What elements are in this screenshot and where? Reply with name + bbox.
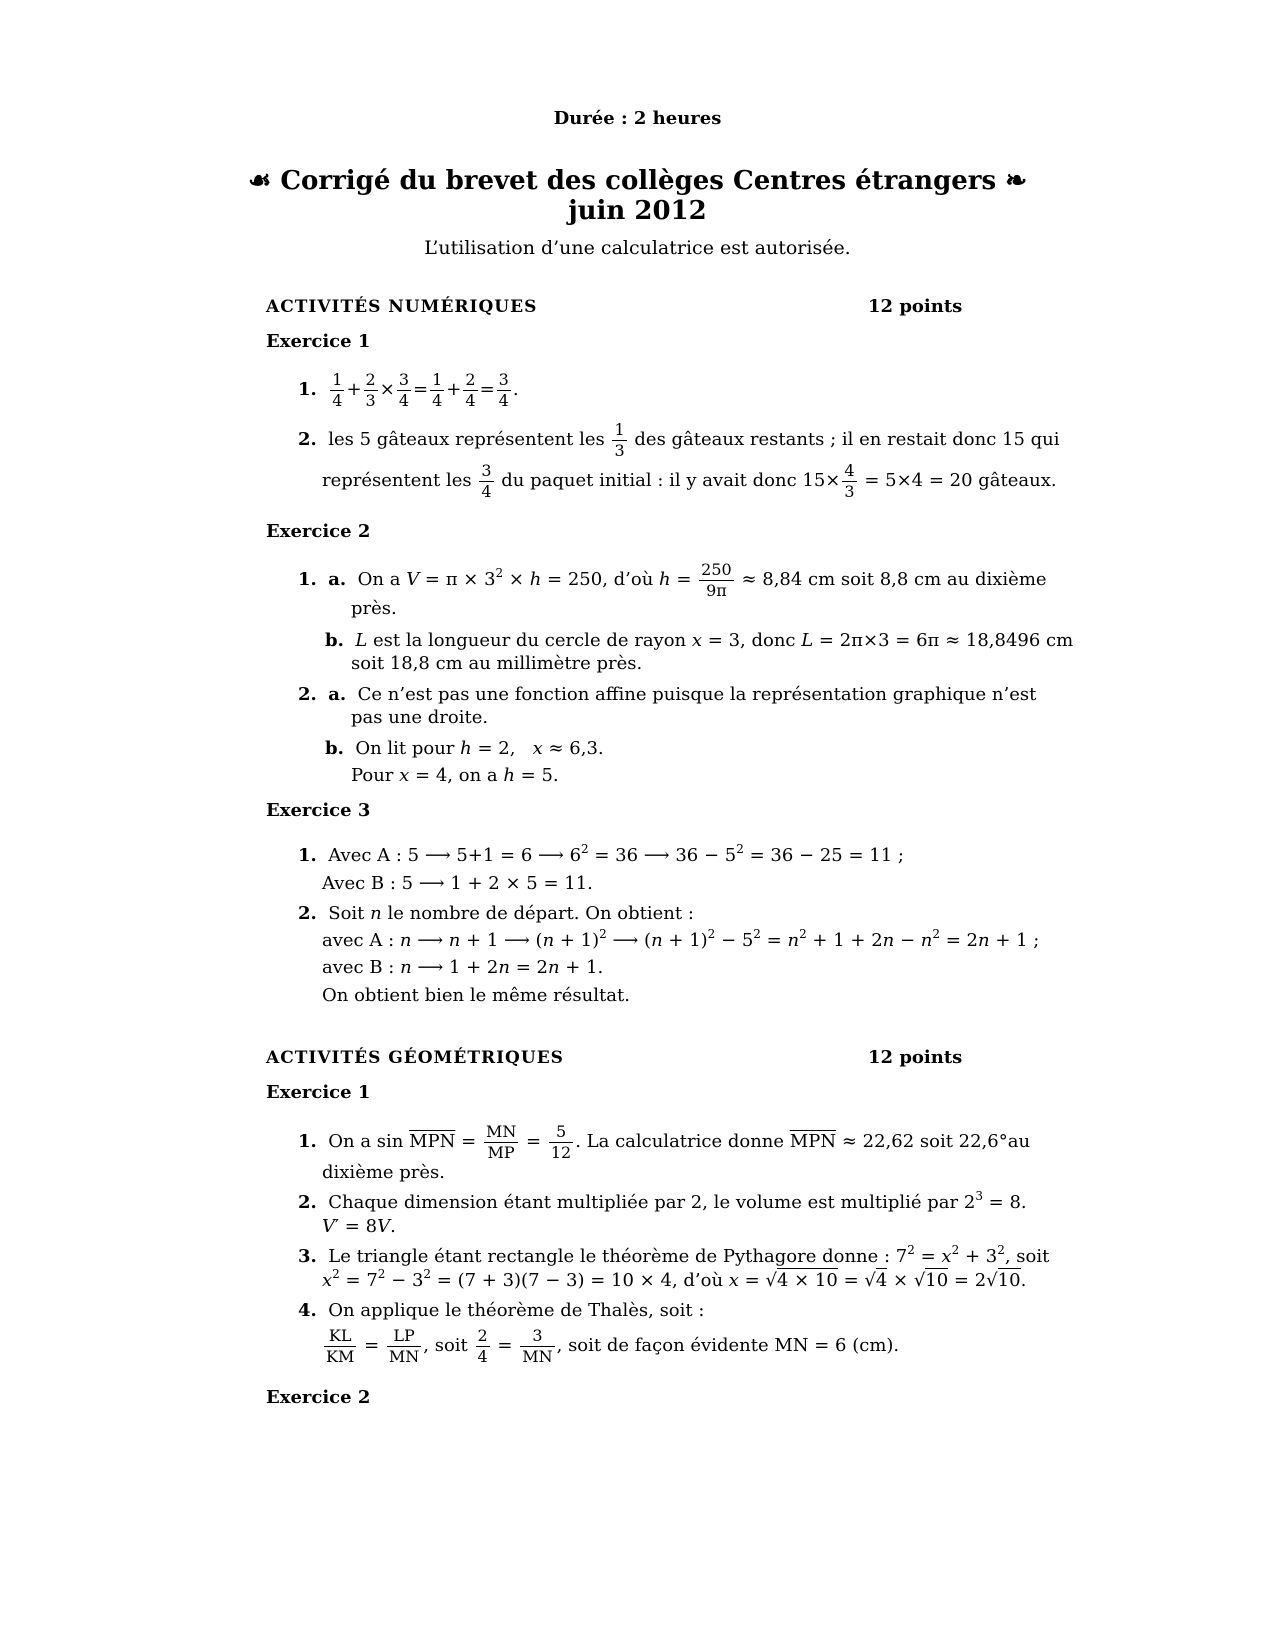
ex3-q2-line2: avec A : n ⟶ n + 1 ⟶ $(n + 1)^2$ ⟶ $(n + 1)^2 - 5^2 = n^2 + 1 + 2n - n^2 = 2n + 1$ ; (322, 927, 1040, 951)
ex1-q2-line1: 2. les 5 gâteaux représentent les $\frac{1}{3}$ des gâteaux restants ; il en restait donc 15 qui (298, 419, 1060, 460)
exercise-1-label: Exercice 1 (266, 331, 371, 352)
geo-ex1-q1-line1: 1. On a $\sin \overline{MPN}$ = $\frac{MN}{MP}$ = $\frac{5}{12}$ . La calculatrice donne $\overline{MPN} \approx 22,62$ soit 22,6°au (298, 1121, 1031, 1162)
ornament-left-icon: ☙ (247, 166, 272, 196)
ex3-q1-line2: Avec B : 5 ⟶ 1 + 2 × 5 = 11. (322, 873, 593, 894)
geo-exercise-1-label: Exercice 1 (266, 1082, 371, 1103)
geo-ex1-q4-line2: $\frac{KL}{KM}$ = $\frac{LP}{MN}$ , soit $\frac{2}{4}$ = $\frac{3}{MN}$ , soit de façon évidente MN = 6 (cm). (326, 1325, 900, 1366)
geo-ex1-q3-line1: 3. Le triangle étant rectangle le théorème de Pythagore donne : $7^2 = x^2 + 3^2$, soit (298, 1243, 1050, 1267)
ex2-q1a-line2: près. (351, 598, 397, 619)
ex1-q1: 1. $\frac{1}{4}$ + $\frac{2}{3}$ × $\frac{3}{4}$ = $\frac{1}{4}$ + $\frac{2}{4}$ = $\frac{3}{4}$ . (298, 369, 519, 410)
ex3-q2-line4: On obtient bien le même résultat. (322, 985, 630, 1006)
geo-ex1-q3-line2: $x^2 = 7^2 - 3^2 = (7 + 3)(7 - 3) = 10 \times 4$, d’où x = √4 × 10 = √4 × √10 = 2√10. (322, 1267, 1027, 1291)
geo-ex1-q1-line2: dixième près. (322, 1162, 446, 1183)
section-numeric-points: 12 points (868, 296, 963, 317)
geo-ex1-q2-line2: V′ = 8V. (322, 1216, 396, 1237)
ex3-q2-line3: avec B : n ⟶ 1 + 2n = 2n + 1. (322, 957, 604, 978)
title-line1: Corrigé du brevet des collèges Centres étrangers (280, 166, 997, 196)
ex3-q2-line1: 2. Soit n le nombre de départ. On obtient : (298, 903, 694, 924)
section-geometric-points: 12 points (868, 1047, 963, 1068)
ex2-q2a-line1: 2. a. Ce n’est pas une fonction affine puisque la représentation graphique n’est (298, 684, 1037, 705)
page-title (0, 166, 1275, 196)
exercise-3-label: Exercice 3 (266, 800, 371, 821)
ex2-q2b-line1: b. On lit pour h = 2, x ≈ 6,3. (325, 738, 604, 759)
ex2-q1b-line1: b. L est la longueur du cercle de rayon x = 3, donc L = 2π×3 = 6π ≈ 18,8496 cm (325, 630, 1074, 651)
title-line2: juin 2012 (568, 196, 707, 226)
geo-ex1-q4-line1: 4. On applique le théorème de Thalès, soit : (298, 1300, 705, 1321)
geo-exercise-2-label: Exercice 2 (266, 1387, 371, 1408)
ex2-q2a-line2: pas une droite. (351, 707, 489, 728)
ex1-q2-line2: représentent les $\frac{3}{4}$ du paquet initial : il y avait donc 15× $\frac{4}{3}$ = 5×4 = 20 gâteaux. (322, 460, 1057, 501)
ex2-q2b-line2: Pour x = 4, on a h = 5. (351, 765, 559, 786)
ex3-q1-line1: 1. Avec A : 5 ⟶ 5+1 = 6 ⟶ $6^2 = 36$ ⟶ $36 - 5^2 = 36 - 25 = 11$ ; (298, 842, 904, 866)
ornament-right-icon: ❧ (1005, 166, 1027, 196)
ex2-q1b-line2: soit 18,8 cm au millimètre près. (351, 653, 643, 674)
geo-ex1-q2-line1: 2. Chaque dimension étant multipliée par 2, le volume est multiplié par $2^3 = 8$. (298, 1189, 1027, 1213)
section-numeric-title: ACTIVITÉS NUMÉRIQUES (266, 297, 538, 317)
section-geometric-title: ACTIVITÉS GÉOMÉTRIQUES (266, 1048, 564, 1068)
exercise-2-label: Exercice 2 (266, 521, 371, 542)
ex2-q1a-line1: 1. a. On a $V = \pi \times 3^2 \times h = 250$, d’où h = $\frac{250}{9\pi}$ ≈ 8,84 cm soit 8,8 cm au dixième (298, 559, 1047, 600)
duration: Durée : 2 heures (553, 108, 722, 129)
calculator-note: L’utilisation d’une calculatrice est autorisée. (424, 237, 851, 259)
